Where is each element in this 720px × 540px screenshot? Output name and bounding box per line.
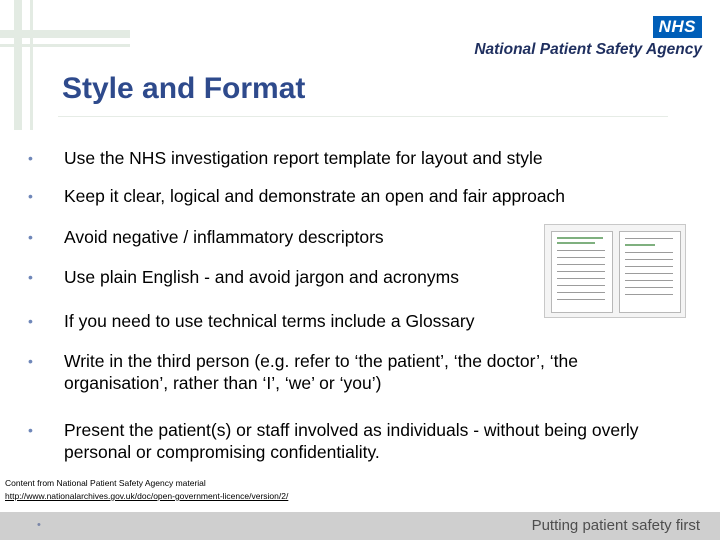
report-template-thumbnail (544, 224, 686, 318)
bullet-text: If you need to use technical terms include a Glossary (64, 311, 475, 331)
page-line (557, 271, 605, 272)
bullet-dot: • (28, 422, 33, 438)
page-line (625, 287, 673, 288)
footer-bar (0, 512, 720, 540)
title-divider (58, 116, 668, 117)
bullet-text: Use plain English - and avoid jargon and acronyms (64, 267, 459, 287)
bullet-item (28, 185, 678, 207)
slide-title: Style and Format (62, 72, 306, 105)
page-line (557, 292, 605, 293)
bullet-item (28, 419, 678, 463)
credit-text: Content from National Patient Safety Agency material (5, 478, 206, 488)
page-line (557, 242, 595, 244)
bullet-dot: • (28, 269, 33, 285)
bullet-dot: • (28, 188, 33, 204)
content-credit (5, 477, 288, 503)
bullet-text: Avoid negative / inflammatory descriptors (64, 227, 384, 247)
page-line (625, 294, 673, 295)
template-page (619, 231, 681, 313)
page-line (625, 266, 673, 267)
licence-link[interactable]: http://www.nationalarchives.gov.uk/doc/open-government-licence/version/2/ (5, 491, 289, 501)
decorative-cross (14, 0, 22, 130)
footer-dot: • (37, 519, 41, 531)
page-line (625, 238, 673, 239)
page-line (625, 259, 673, 260)
page-line (625, 244, 655, 246)
template-page (551, 231, 613, 313)
bullet-dot: • (28, 229, 33, 245)
bullet-dot: • (28, 150, 33, 166)
page-line (557, 285, 605, 286)
bullet-dot: • (28, 353, 33, 369)
decorative-cross (0, 30, 130, 38)
bullet-item (28, 350, 678, 394)
page-line (557, 299, 605, 300)
decorative-cross (0, 44, 130, 47)
nhs-logo (474, 16, 702, 59)
page-line (557, 257, 605, 258)
bullet-item (28, 147, 678, 169)
bullet-text: Present the patient(s) or staff involved as individuals - without being overly personal or compromising confidentiality. (64, 420, 639, 462)
page-line (557, 237, 603, 239)
page-line (625, 280, 673, 281)
page-line (625, 252, 673, 253)
decorative-cross (30, 0, 33, 130)
page-line (557, 264, 605, 265)
footer-tagline: Putting patient safety first (531, 517, 700, 534)
nhs-badge: NHS (653, 16, 702, 38)
page-line (625, 273, 673, 274)
bullet-text: Use the NHS investigation report template for layout and style (64, 148, 543, 168)
bullet-dot: • (28, 313, 33, 329)
agency-name: National Patient Safety Agency (474, 41, 702, 58)
bullet-text: Keep it clear, logical and demonstrate an open and fair approach (64, 186, 566, 206)
page-line (557, 278, 605, 279)
page-line (557, 250, 605, 251)
bullet-text: Write in the third person (e.g. refer to ‘the patient’, ‘the doctor’, ‘the organisation’, rather than ‘I’, ‘we’ or ‘you’) (64, 351, 578, 393)
